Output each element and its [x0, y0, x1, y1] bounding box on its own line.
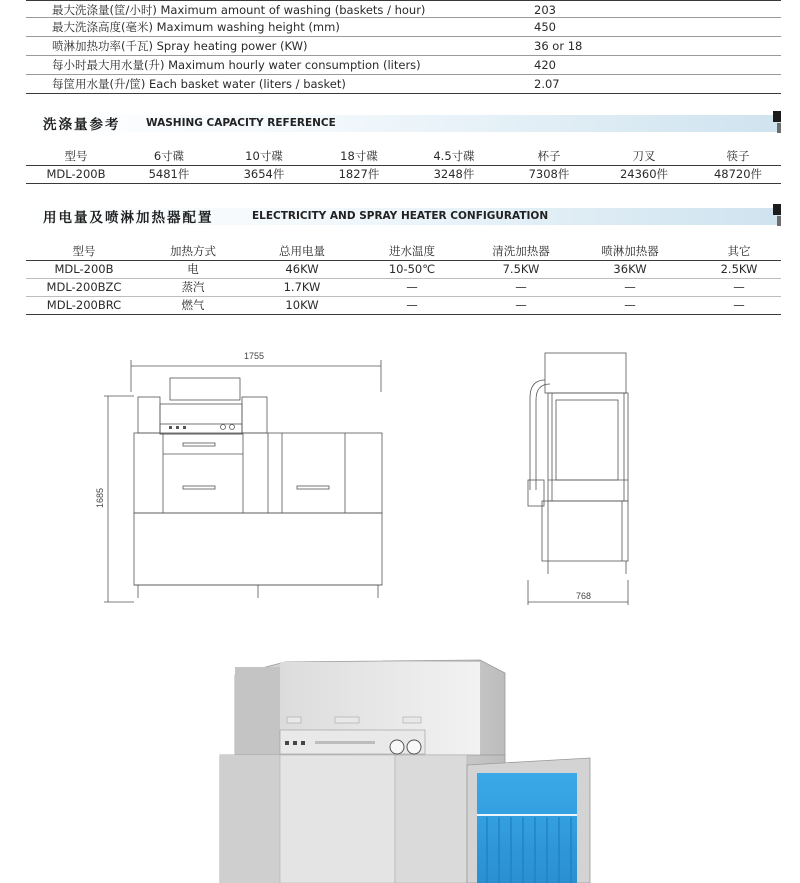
- table-cell: —: [406, 298, 418, 312]
- table-cell: 24360件: [619, 167, 669, 181]
- dishwasher-illustration: [215, 655, 600, 883]
- capacity-title-cn: 洗涤量参考: [43, 117, 121, 133]
- front-view-drawing: [0, 340, 400, 620]
- spec-table: [26, 0, 781, 94]
- table-cell: 3248件: [433, 167, 475, 181]
- spec-value: 450: [534, 20, 556, 34]
- spec-label: 每筐用水量(升/筐) Each basket water (liters / basket): [52, 77, 346, 91]
- depth-label: 768: [576, 591, 592, 601]
- table-cell: 1.7KW: [283, 280, 321, 294]
- spec-value: 203: [534, 3, 556, 17]
- table-cell: —: [406, 280, 418, 294]
- header-tab: [777, 216, 781, 226]
- table-cell: 1827件: [338, 167, 380, 181]
- electric-title-en: ELECTRICITY AND SPRAY HEATER CONFIGURATION: [252, 210, 549, 222]
- table-cell: —: [624, 280, 636, 294]
- column-header: 型号: [72, 244, 96, 258]
- header-tab: [773, 204, 781, 215]
- column-header: 筷子: [726, 149, 750, 163]
- spec-row: [26, 75, 781, 94]
- side-view-drawing: [500, 340, 660, 620]
- table-row: [26, 297, 781, 315]
- electric-title-cn: 用电量及喷淋加热器配置: [43, 210, 214, 226]
- table-cell: MDL-200B: [46, 167, 106, 181]
- column-header: 总用电量: [279, 244, 325, 258]
- column-header: 10寸碟: [245, 149, 283, 163]
- spec-label: 最大洗涤量(筐/小时) Maximum amount of washing (baskets / hour): [52, 3, 426, 17]
- spec-label: 喷淋加热功率(千瓦) Spray heating power (KW): [52, 39, 308, 53]
- spec-row: [26, 18, 781, 37]
- table-cell: —: [624, 298, 636, 312]
- table-cell: 7308件: [528, 167, 570, 181]
- table-cell: 蒸汽: [181, 280, 205, 294]
- capacity-title-en: WASHING CAPACITY REFERENCE: [146, 117, 336, 129]
- table-cell: 5481件: [148, 167, 190, 181]
- header-tab: [773, 111, 781, 122]
- column-header: 加热方式: [170, 244, 216, 258]
- table-cell: —: [515, 298, 527, 312]
- table-cell: 10-50℃: [388, 262, 436, 276]
- spec-value: 36 or 18: [534, 39, 583, 53]
- spec-value: 420: [534, 58, 556, 72]
- electric-section-header: [26, 204, 781, 226]
- capacity-table: [26, 148, 781, 184]
- spec-value: 2.07: [534, 77, 560, 91]
- spec-row: [26, 37, 781, 56]
- table-cell: MDL-200B: [54, 262, 114, 276]
- column-header: 4.5寸碟: [433, 149, 475, 163]
- table-row: [26, 261, 781, 279]
- spec-label: 每小时最大用水量(升) Maximum hourly water consumption (liters): [52, 58, 421, 72]
- table-cell: 10KW: [285, 298, 319, 312]
- header-bar: [26, 115, 781, 132]
- table-cell: 46KW: [285, 262, 319, 276]
- column-header: 型号: [64, 149, 88, 163]
- column-header: 其它: [727, 244, 751, 258]
- spec-row: [26, 56, 781, 75]
- table-cell: 7.5KW: [502, 262, 540, 276]
- table-cell: —: [733, 298, 745, 312]
- table-cell: MDL-200BZC: [46, 280, 122, 294]
- column-header: 进水温度: [389, 244, 435, 258]
- capacity-section-header: [26, 111, 781, 133]
- table-header-row: [26, 243, 781, 261]
- column-header: 刀叉: [632, 149, 656, 163]
- column-header: 喷淋加热器: [601, 244, 659, 258]
- table-cell: 燃气: [181, 298, 205, 312]
- table-cell: 3654件: [243, 167, 285, 181]
- column-header: 杯子: [537, 149, 561, 163]
- table-cell: 2.5KW: [720, 262, 758, 276]
- spec-label: 最大洗涤高度(毫米) Maximum washing height (mm): [52, 20, 340, 34]
- table-cell: 48720件: [713, 167, 763, 181]
- spec-row: [26, 0, 781, 18]
- front-width-label: 1755: [244, 351, 265, 361]
- table-cell: 36KW: [613, 262, 647, 276]
- table-header-row: [26, 148, 781, 166]
- table-cell: —: [733, 280, 745, 294]
- column-header: 18寸碟: [340, 149, 378, 163]
- table-cell: —: [515, 280, 527, 294]
- column-header: 6寸碟: [153, 149, 185, 163]
- table-row: [26, 279, 781, 297]
- table-cell: MDL-200BRC: [46, 298, 122, 312]
- header-tab: [777, 123, 781, 133]
- table-cell: 电: [187, 262, 199, 276]
- column-header: 清洗加热器: [492, 244, 550, 258]
- height-label: 1685: [95, 487, 105, 508]
- electric-table: [26, 243, 781, 315]
- table-row: [26, 166, 781, 184]
